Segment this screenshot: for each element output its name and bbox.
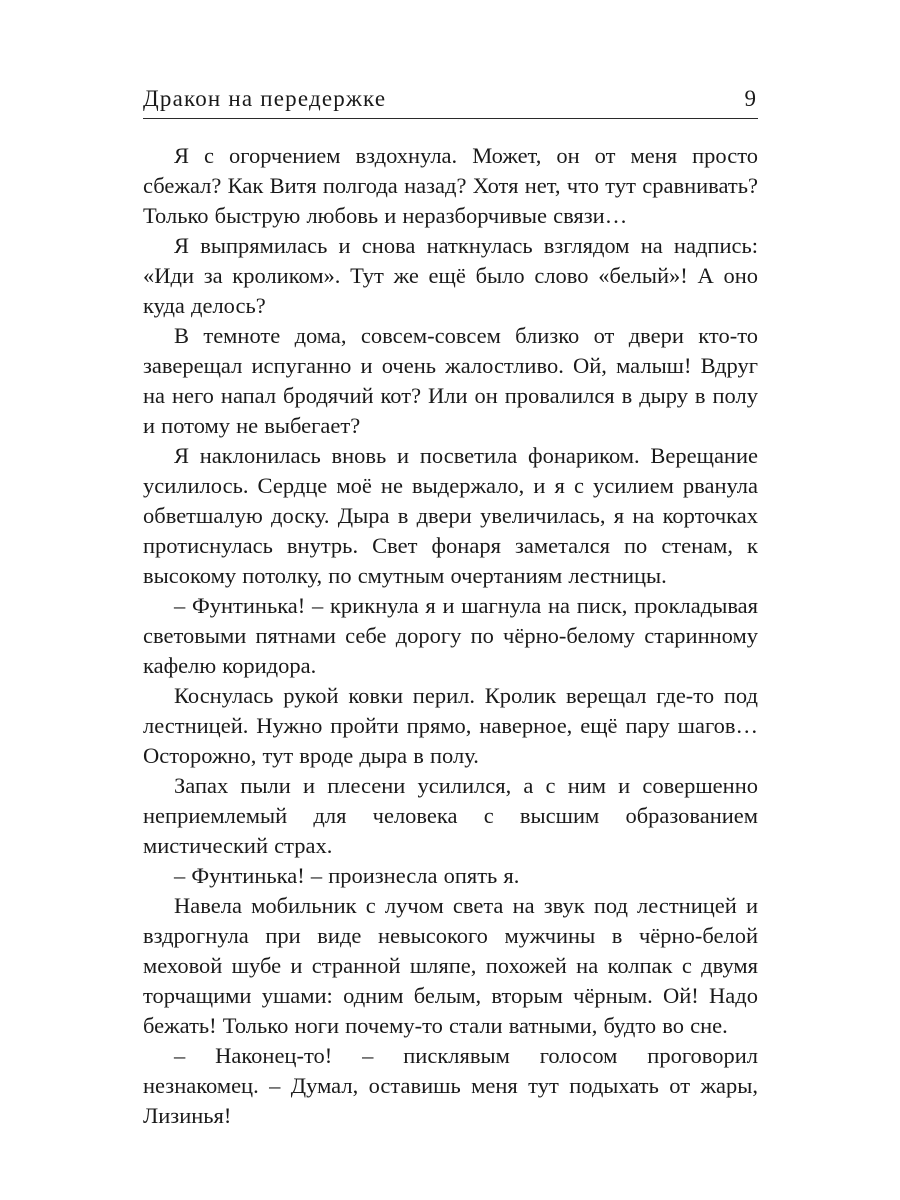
page-number: 9 bbox=[744, 86, 756, 111]
paragraph: Я с огорчением вздохнула. Может, он от меня просто сбежал? Как Витя полгода назад? Хотя нет, что тут сравнивать? Только быструю любовь и неразборчивые связи… bbox=[143, 143, 758, 228]
paragraph: Я выпрямилась и снова наткнулась взглядом на надпись: «Иди за кроликом». Тут же ещё было слово «белый»! А оно куда делось? bbox=[143, 233, 758, 318]
book-title: Дракон на передержке bbox=[143, 86, 387, 111]
paragraph: – Фунтинька! – крикнула я и шагнула на писк, прокладывая световыми пятнами себе дорогу по чёрно-белому старинному кафелю коридора. bbox=[143, 593, 758, 678]
book-page bbox=[143, 80, 758, 1131]
paragraph: Коснулась рукой ковки перил. Кролик верещал где-то под лестницей. Нужно пройти прямо, наверное, ещё пару шагов… Осторожно, тут вроде дыра в полу. bbox=[143, 683, 758, 768]
paragraph: Я наклонилась вновь и посветила фонариком. Верещание усилилось. Сердце моё не выдержало, и я с усилием рванула обветшалую доску. Дыра в двери увеличилась, я на корточках протиснулась внутрь. Свет фонаря заметался по стенам, к высокому потолку, по смутным очертаниям лестницы. bbox=[143, 443, 758, 588]
paragraph: – Фунтинька! – произнесла опять я. bbox=[174, 863, 520, 888]
paragraph: Запах пыли и плесени усилился, а с ним и совершенно неприемлемый для человека с высшим образованием мистический страх. bbox=[143, 773, 758, 858]
paragraph: В темноте дома, совсем-совсем близко от двери кто-то заверещал испуганно и очень жалостливо. Ой, малыш! Вдруг на него напал бродячий кот? Или он провалился в дыру в полу и потому не выбегает? bbox=[143, 323, 758, 438]
running-header bbox=[143, 80, 758, 119]
body-text bbox=[143, 141, 758, 1131]
paragraph: Навела мобильник с лучом света на звук под лестницей и вздрогнула при виде невысокого мужчины в чёрно-белой меховой шубе и странной шляпе, похожей на колпак с двумя торчащими ушами: одним белым, вторым чёрным. Ой! Надо бежать! Только ноги почему-то стали ватными, будто во сне. bbox=[143, 893, 758, 1038]
paragraph: – Наконец-то! – писклявым голосом проговорил незнакомец. – Думал, оставишь меня тут подыхать от жары, Лизинья! bbox=[143, 1043, 758, 1128]
